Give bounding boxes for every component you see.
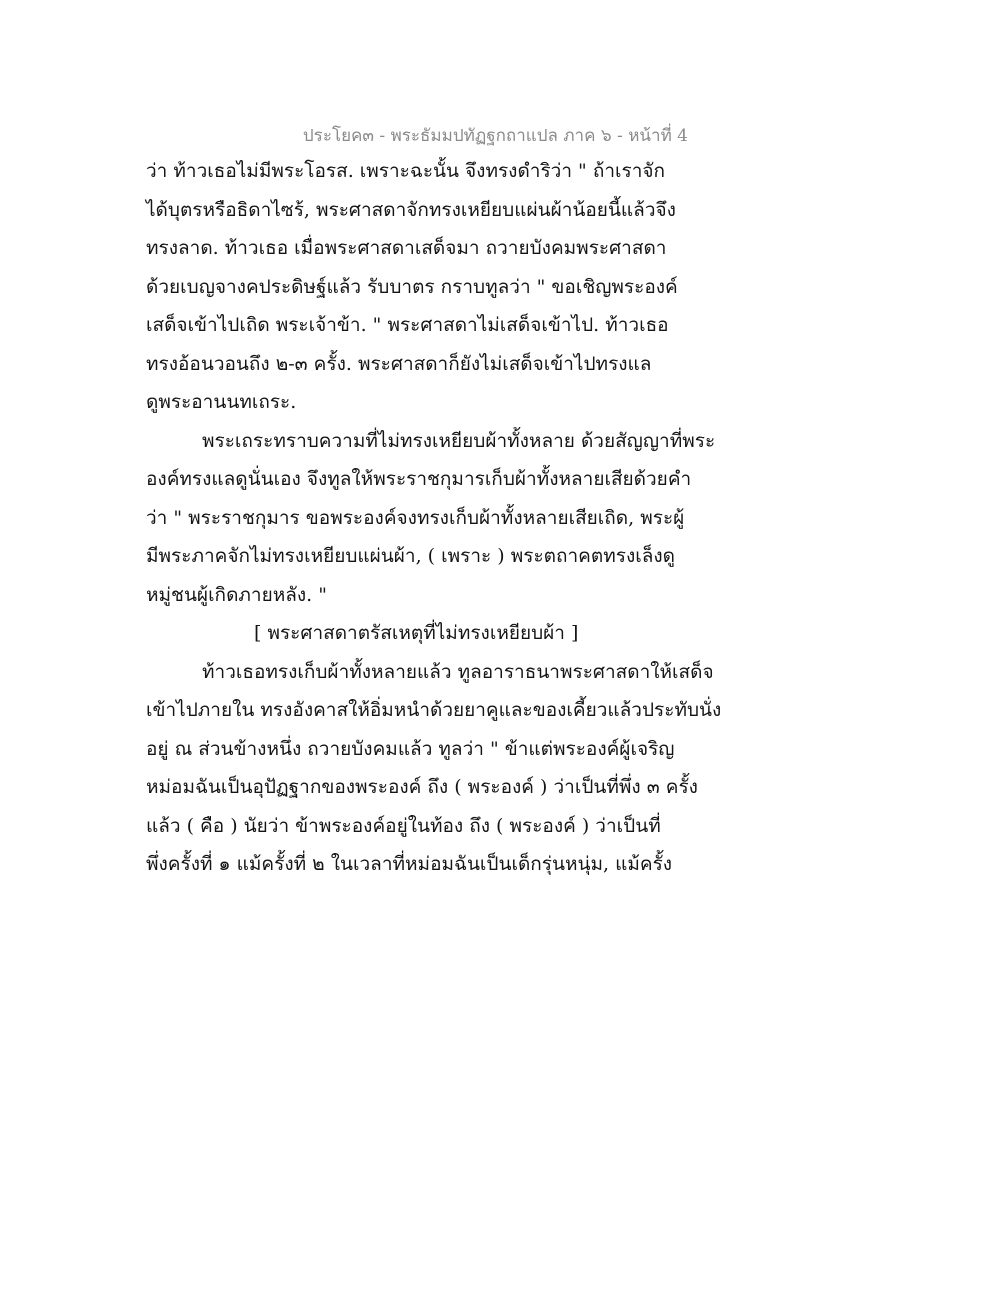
text-line: มีพระภาคจักไม่ทรงเหยียบแผ่นผ้า, ( เพราะ ) พระตถาคตทรงเล็งดู	[146, 545, 675, 567]
text-line: ด้วยเบญจางคประดิษฐ์แล้ว รับบาตร กราบทูลว่า " ขอเชิญพระองค์	[146, 275, 678, 298]
paragraph-first-line: พระเถระทราบความที่ไม่ทรงเหยียบผ้าทั้งหลาย ด้วยสัญญาที่พระ	[202, 429, 716, 452]
text-line: แล้ว ( คือ ) นัยว่า ข้าพระองค์อยู่ในท้อง ถึง ( พระองค์ ) ว่าเป็นที่	[146, 814, 661, 837]
text-line: หมู่ชนผู้เกิดภายหลัง. "	[146, 583, 327, 606]
body-text	[146, 152, 726, 884]
text-line: เสด็จเข้าไปเถิด พระเจ้าข้า. " พระศาสดาไม่เสด็จเข้าไป. ท้าวเธอ	[146, 314, 669, 336]
section-heading: [ พระศาสดาตรัสเหตุที่ไม่ทรงเหยียบผ้า ]	[254, 622, 579, 644]
paragraph-first-line: ท้าวเธอทรงเก็บผ้าทั้งหลายแล้ว ทูลอาราธนาพระศาสดาให้เสด็จ	[202, 660, 714, 683]
text-line: ว่า ท้าวเธอไม่มีพระโอรส. เพราะฉะนั้น จึงทรงดำริว่า " ถ้าเราจัก	[146, 160, 666, 182]
text-line: องค์ทรงแลดูนั่นเอง จึงทูลให้พระราชกุมารเก็บผ้าทั้งหลายเสียด้วยคำ	[146, 468, 692, 490]
text-line: ดูพระอานนทเถระ.	[146, 391, 297, 413]
text-line: ว่า " พระราชกุมาร ขอพระองค์จงทรงเก็บผ้าทั้งหลายเสียเถิด, พระผู้	[146, 506, 685, 529]
text-line: หม่อมฉันเป็นอุปัฏฐากของพระองค์ ถึง ( พระองค์ ) ว่าเป็นที่พึ่ง ๓ ครั้ง	[146, 776, 698, 798]
running-header: ประโยค๓ - พระธัมมปทัฏฐกถาแปล ภาค ๖ - หน้าที่ 4	[302, 126, 688, 146]
text-line: เข้าไปภายใน ทรงอังคาสให้อิ่มหนำด้วยยาคูและของเคี้ยวแล้วประทับนั่ง	[146, 699, 722, 721]
text-line: ทรงลาด. ท้าวเธอ เมื่อพระศาสดาเสด็จมา ถวายบังคมพระศาสดา	[146, 237, 667, 259]
text-line: อยู่ ณ ส่วนข้างหนึ่ง ถวายบังคมแล้ว ทูลว่า " ข้าแต่พระองค์ผู้เจริญ	[146, 737, 675, 760]
text-line: ทรงอ้อนวอนถึง ๒-๓ ครั้ง. พระศาสดาก็ยังไม่เสด็จเข้าไปทรงแล	[146, 352, 652, 375]
text-line: พึ่งครั้งที่ ๑ แม้ครั้งที่ ๒ ในเวลาที่หม่อมฉันเป็นเด็กรุ่นหนุ่ม, แม้ครั้ง	[146, 853, 673, 875]
text-line: ได้บุตรหรือธิดาไซร้, พระศาสดาจักทรงเหยียบแผ่นผ้าน้อยนี้แล้วจึง	[146, 198, 676, 221]
